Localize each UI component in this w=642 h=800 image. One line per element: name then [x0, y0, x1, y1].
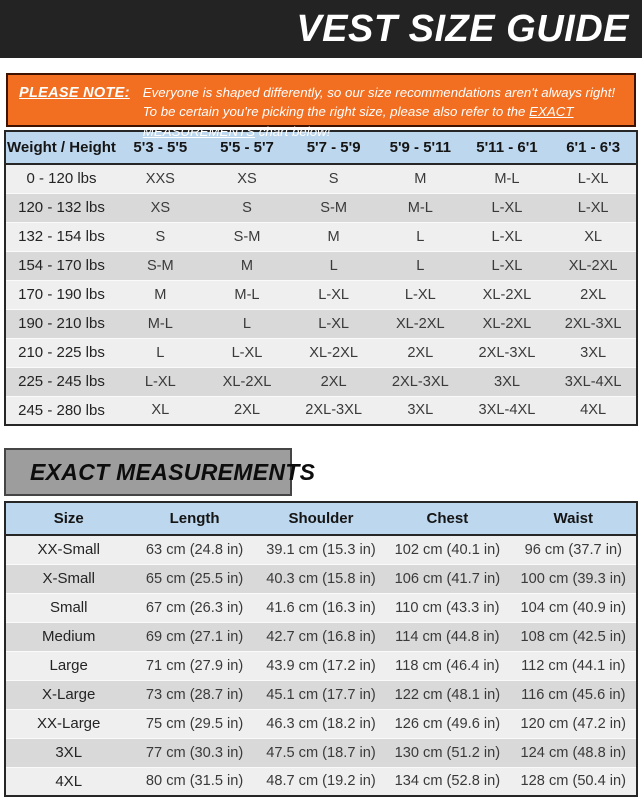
table-cell: 114 cm (44.8 in) [384, 622, 510, 651]
table-cell: 46.3 cm (18.2 in) [258, 709, 384, 738]
exact-measurements-heading: EXACT MEASUREMENTS [30, 458, 316, 485]
table-cell: 190 - 210 lbs [5, 309, 117, 338]
table-cell: 154 - 170 lbs [5, 251, 117, 280]
table-cell: L-XL [290, 309, 377, 338]
table-cell: XX-Large [5, 709, 131, 738]
please-note-label: PLEASE NOTE: [19, 85, 130, 101]
table-cell: L [290, 251, 377, 280]
table-cell: 40.3 cm (15.8 in) [258, 564, 384, 593]
table-cell: Large [5, 651, 131, 680]
table-cell: 63 cm (24.8 in) [145, 541, 244, 558]
table-cell: XL-2XL [550, 251, 637, 280]
table-row [5, 535, 637, 564]
column-header: Chest [384, 502, 510, 535]
table-cell: 116 cm (45.6 in) [511, 680, 637, 709]
table-cell: 96 cm (37.7 in) [524, 541, 622, 558]
table-cell: 225 - 245 lbs [5, 367, 117, 396]
table-cell: 3XL [464, 367, 551, 396]
table-cell: 43.9 cm (17.2 in) [258, 651, 384, 680]
table-cell: XL-2XL [290, 338, 377, 367]
table-cell: 100 cm (39.3 in) [511, 564, 637, 593]
column-header: Size [5, 502, 131, 535]
table-cell: 126 cm (49.6 in) [384, 709, 510, 738]
table-cell: S-M [204, 222, 291, 251]
table-cell: 3XL [377, 396, 464, 425]
table-cell: 41.6 cm (16.3 in) [258, 593, 384, 622]
table-cell: 3XL-4XL [550, 367, 637, 396]
table-cell: M [290, 222, 377, 251]
table-cell: 118 cm (46.4 in) [384, 651, 510, 680]
table-cell: Medium [5, 622, 131, 651]
table-cell: 130 cm (51.2 in) [384, 738, 510, 767]
table-cell: 122 cm (48.1 in) [384, 680, 510, 709]
table-row [5, 338, 637, 367]
table-cell: 77 cm (30.3 in) [131, 738, 257, 767]
page-title: VEST SIZE GUIDE [296, 7, 629, 50]
table-cell: L-XL [377, 280, 464, 309]
table-cell: 71 cm (27.9 in) [131, 651, 257, 680]
table-cell: S-M [117, 251, 204, 280]
title-banner [0, 0, 642, 58]
table-row [5, 622, 637, 651]
table-row [5, 367, 637, 396]
table-cell: 112 cm (44.1 in) [511, 651, 637, 680]
table-cell: 3XL-4XL [464, 396, 551, 425]
exact-measurements-link[interactable]: EXACT MEASUREMENTS [142, 104, 574, 139]
table-cell: M [414, 170, 427, 187]
table-row [5, 309, 637, 338]
table-row [5, 193, 637, 222]
table-cell: 170 - 190 lbs [5, 280, 117, 309]
table-row [5, 680, 637, 709]
table-cell: L-XL [464, 222, 551, 251]
column-header: 5'9 - 5'11 [377, 131, 464, 164]
column-header: 5'7 - 5'9 [290, 131, 377, 164]
table-cell: XS [117, 193, 204, 222]
please-note-banner [6, 73, 636, 139]
table-cell: 67 cm (26.3 in) [131, 593, 257, 622]
table-row [5, 767, 637, 796]
table-cell: 75 cm (29.5 in) [131, 709, 257, 738]
note-text-after: chart below! [255, 123, 331, 139]
column-header: 5'11 - 6'1 [464, 131, 551, 164]
column-header: 6'1 - 6'3 [550, 131, 637, 164]
table-row [5, 222, 637, 251]
table-cell: 39.1 cm (15.3 in) [266, 541, 376, 558]
header-row [5, 502, 637, 535]
table-cell: 3XL [550, 338, 637, 367]
note-text-before: Everyone is shaped differently, so our size recommendations aren't always right! To be certain you're picking the right size, please also refer to the [142, 85, 616, 120]
table-cell: L-XL [464, 251, 551, 280]
table-cell: 42.7 cm (16.8 in) [258, 622, 384, 651]
table-cell: XL-2XL [204, 367, 291, 396]
table-cell: XS [237, 170, 257, 187]
table-cell: L [377, 222, 464, 251]
table-cell: L-XL [577, 170, 609, 187]
table-cell: S-M [290, 193, 377, 222]
table-row [5, 164, 637, 193]
table-cell: 210 - 225 lbs [5, 338, 117, 367]
table-cell: XX-Small [37, 541, 100, 559]
column-header: Waist [511, 502, 637, 535]
table-row [5, 738, 637, 767]
table-cell: 73 cm (28.7 in) [131, 680, 257, 709]
weight-height-size-table [4, 130, 638, 426]
table-row [5, 593, 637, 622]
table-cell: M-L [494, 170, 520, 187]
table-row [5, 396, 637, 425]
note-text [143, 83, 626, 141]
table-cell: L [377, 251, 464, 280]
table-cell: L-XL [464, 193, 551, 222]
column-header: 5'5 - 5'7 [204, 131, 291, 164]
table-cell: 110 cm (43.3 in) [384, 593, 510, 622]
table-cell: 0 - 120 lbs [26, 170, 97, 188]
table-cell: L [117, 338, 204, 367]
table-cell: 65 cm (25.5 in) [131, 564, 257, 593]
table-cell: L-XL [290, 280, 377, 309]
table-cell: L-XL [550, 193, 637, 222]
exact-measurements-table [4, 501, 638, 797]
table-cell: 128 cm (50.4 in) [511, 767, 637, 796]
table-cell: S [117, 222, 204, 251]
table-cell: XXS [145, 170, 175, 187]
table-cell: 245 - 280 lbs [5, 396, 117, 425]
column-header: 5'3 - 5'5 [117, 131, 204, 164]
table-cell: L-XL [204, 338, 291, 367]
table-cell: XL [550, 222, 637, 251]
table-cell: S [328, 170, 339, 187]
table-cell: 2XL [377, 338, 464, 367]
table-cell: M [204, 251, 291, 280]
table-cell: 80 cm (31.5 in) [131, 767, 257, 796]
table-cell: XL [117, 396, 204, 425]
exact-measurements-heading-box [4, 448, 316, 496]
table-cell: Small [5, 593, 131, 622]
table-cell: 2XL [290, 367, 377, 396]
table-cell: XL-2XL [377, 309, 464, 338]
table-cell: 4XL [550, 396, 637, 425]
table-cell: XL-2XL [464, 309, 551, 338]
table-cell: 2XL [550, 280, 637, 309]
table-cell: 124 cm (48.8 in) [511, 738, 637, 767]
table-row [5, 280, 637, 309]
column-header: Shoulder [258, 502, 384, 535]
table-cell: 45.1 cm (17.7 in) [258, 680, 384, 709]
table-cell: S [204, 193, 291, 222]
table-cell: 2XL-3XL [290, 396, 377, 425]
table-cell: X-Large [5, 680, 131, 709]
table-cell: L [204, 309, 291, 338]
table-cell: 2XL-3XL [377, 367, 464, 396]
table-cell: M-L [204, 280, 291, 309]
table-cell: M [117, 280, 204, 309]
table-cell: XL-2XL [464, 280, 551, 309]
table-cell: 120 cm (47.2 in) [511, 709, 637, 738]
table-cell: 106 cm (41.7 in) [384, 564, 510, 593]
table-cell: 2XL-3XL [550, 309, 637, 338]
table-cell: 120 - 132 lbs [5, 193, 117, 222]
table-cell: X-Small [5, 564, 131, 593]
table-cell: 69 cm (27.1 in) [131, 622, 257, 651]
table-cell: M-L [117, 309, 204, 338]
table-row [5, 709, 637, 738]
table-cell: 2XL [204, 396, 291, 425]
table-cell: 47.5 cm (18.7 in) [258, 738, 384, 767]
table-row [5, 251, 637, 280]
table-cell: 48.7 cm (19.2 in) [258, 767, 384, 796]
table-cell: 104 cm (40.9 in) [511, 593, 637, 622]
table-cell: 3XL [5, 738, 131, 767]
table-row [5, 651, 637, 680]
table-cell: 134 cm (52.8 in) [384, 767, 510, 796]
column-header: Length [131, 502, 257, 535]
table-cell: 132 - 154 lbs [5, 222, 117, 251]
column-header: Weight / Height [5, 131, 117, 164]
table-cell: M-L [377, 193, 464, 222]
table-cell: 108 cm (42.5 in) [511, 622, 637, 651]
table-cell: 2XL-3XL [464, 338, 551, 367]
table-cell: 4XL [5, 767, 131, 796]
table-row [5, 564, 637, 593]
table-cell: 102 cm (40.1 in) [394, 541, 501, 558]
table-cell: L-XL [117, 367, 204, 396]
